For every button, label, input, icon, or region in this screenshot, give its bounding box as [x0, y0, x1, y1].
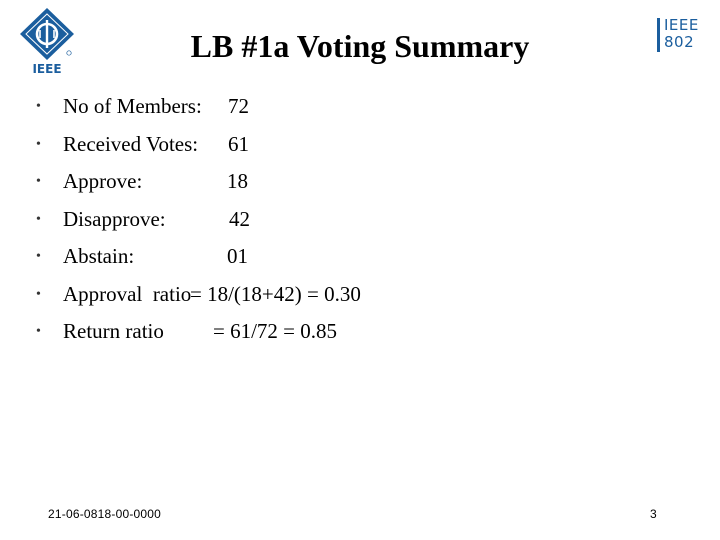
- bullet-value: 61: [228, 131, 249, 156]
- bullet-icon: •: [36, 136, 41, 152]
- ieee-logo-wordmark: IEEE: [32, 62, 62, 76]
- bullet-label: Approve:: [63, 169, 143, 193]
- bullet-label: Return ratio: [63, 319, 164, 343]
- bullet-value: 42: [229, 206, 250, 231]
- ieee-diamond-icon: [20, 8, 74, 60]
- bullet-value: 72: [228, 94, 249, 118]
- bullet-value: 18: [227, 169, 248, 193]
- bullet-label: Received Votes:: [63, 131, 199, 156]
- ieee-802-logo-line2: 802: [664, 33, 695, 51]
- ieee-802-logo: [657, 17, 701, 55]
- bullet-label: No of Members:: [63, 94, 202, 118]
- bullet-label: Disapprove:: [63, 206, 166, 231]
- page-number: 3: [650, 507, 657, 521]
- slide-title: LB #1a Voting Summary: [190, 28, 530, 64]
- bullet-label: Approval ratio: [63, 281, 192, 306]
- bullet-icon: •: [36, 286, 41, 302]
- ieee-802-logo-bar: [657, 18, 660, 52]
- ieee-802-logo-line1: IEEE: [664, 16, 699, 34]
- ieee-logo: [14, 6, 80, 76]
- bullet-icon: •: [36, 324, 41, 339]
- bullet-value: = 61/72 = 0.85: [213, 319, 338, 343]
- bullet-value: = 18/(18+42) = 0.30: [190, 281, 361, 306]
- footer-document-id: 21-06-0818-00-0000: [48, 507, 162, 521]
- bullet-label: Abstain:: [63, 244, 135, 268]
- ieee-802-logo-text: [664, 17, 699, 51]
- bullet-icon: •: [36, 174, 41, 189]
- bullet-icon: •: [36, 211, 41, 227]
- bullet-value: 01: [227, 244, 248, 268]
- bullet-icon: •: [36, 249, 41, 264]
- bullet-icon: •: [36, 99, 41, 114]
